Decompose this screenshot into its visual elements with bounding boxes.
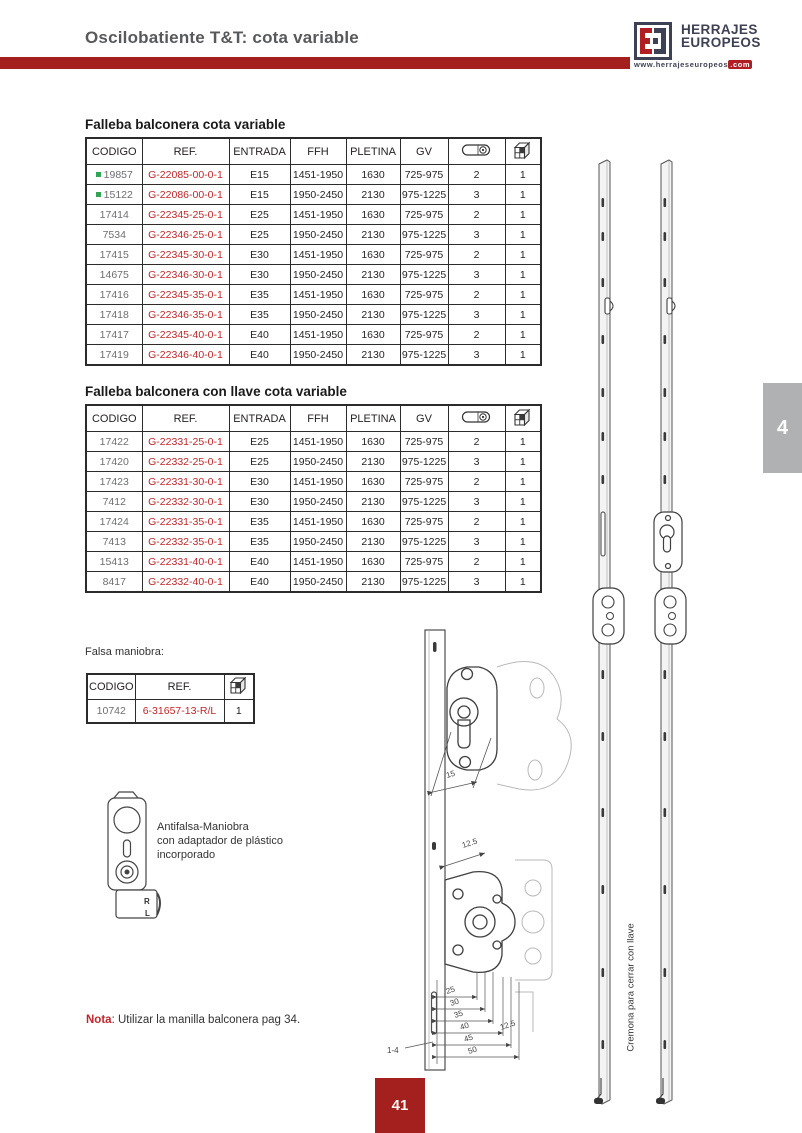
cell-entrada: E40: [229, 572, 290, 593]
cell-ref: G-22086-00-0-1: [142, 185, 229, 205]
header-codigo: CODIGO: [86, 405, 142, 432]
table-row: [86, 205, 541, 225]
cell-pack: 1: [505, 265, 541, 285]
cell-entrada: E30: [229, 265, 290, 285]
cell-codigo: 15413: [86, 552, 142, 572]
cell-pletina: 1630: [346, 472, 400, 492]
cell-pletina: 1630: [346, 165, 400, 185]
cell-ref: G-22345-40-0-1: [142, 325, 229, 345]
cell-ffh: 1451-1950: [290, 205, 346, 225]
cell-pack: 1: [505, 345, 541, 366]
cell-entrada: E25: [229, 205, 290, 225]
cell-pletina: 1630: [346, 512, 400, 532]
header-pletina: PLETINA: [346, 138, 400, 165]
cell-points: 3: [448, 345, 505, 366]
cell-ref: G-22332-40-0-1: [142, 572, 229, 593]
table-row: [86, 185, 541, 205]
cell-ref: G-22331-40-0-1: [142, 552, 229, 572]
cell-points: 3: [448, 452, 505, 472]
antifalsa-caption-line3: incorporado: [157, 849, 216, 861]
cell-entrada: E30: [229, 472, 290, 492]
dim-range-1-4: 1-4: [387, 1046, 399, 1055]
cell-codigo: 10742: [87, 700, 135, 724]
table-header-row: [87, 674, 254, 700]
header-package: [224, 674, 254, 700]
page-number-badge: 41: [375, 1078, 425, 1133]
cell-gv: 975-1225: [400, 572, 448, 593]
header-codigo: CODIGO: [87, 674, 135, 700]
cell-ref: G-22331-35-0-1: [142, 512, 229, 532]
cell-codigo: 17423: [86, 472, 142, 492]
cell-points: 2: [448, 552, 505, 572]
header-gv: GV: [400, 405, 448, 432]
cell-entrada: E35: [229, 305, 290, 325]
new-item-bullet: [96, 192, 101, 197]
cell-entrada: E35: [229, 532, 290, 552]
cell-ref: G-22332-35-0-1: [142, 532, 229, 552]
cell-gv: 975-1225: [400, 492, 448, 512]
cell-codigo: 17419: [86, 345, 142, 366]
cell-points: 3: [448, 185, 505, 205]
cell-ffh: 1451-1950: [290, 325, 346, 345]
cell-gv: 975-1225: [400, 305, 448, 325]
dim-30: 30: [448, 996, 461, 1008]
table-row: [86, 165, 541, 185]
cell-pack: 1: [505, 452, 541, 472]
cell-ffh: 1950-2450: [290, 452, 346, 472]
cell-entrada: E15: [229, 185, 290, 205]
dim-45: 45: [462, 1032, 475, 1044]
cremona-vertical-label: Cremona para cerrar con llave: [625, 923, 637, 1052]
logo-name-line2: EUROPEOS: [681, 35, 761, 50]
header-accent-bar: [0, 57, 630, 69]
cell-codigo: 7534: [86, 225, 142, 245]
table-row: [86, 245, 541, 265]
cell-ffh: 1950-2450: [290, 265, 346, 285]
cell-ffh: 1451-1950: [290, 165, 346, 185]
cell-ref: G-22332-30-0-1: [142, 492, 229, 512]
table-row: [86, 452, 541, 472]
falsa-maniobra-label: Falsa maniobra:: [85, 646, 164, 658]
falleba-section: [85, 117, 542, 366]
cell-points: 3: [448, 305, 505, 325]
header-ffh: FFH: [290, 405, 346, 432]
cell-points: 3: [448, 492, 505, 512]
header-entrada: ENTRADA: [229, 405, 290, 432]
logo-url: [634, 60, 752, 69]
cell-ffh: 1451-1950: [290, 432, 346, 452]
table-row: [86, 552, 541, 572]
dim-40: 40: [458, 1020, 471, 1032]
cell-pletina: 1630: [346, 285, 400, 305]
dim-25: 25: [444, 984, 457, 996]
adapter-l-label: L: [145, 909, 150, 918]
table-header-row: [86, 405, 541, 432]
table-row: [86, 432, 541, 452]
cell-pletina: 2130: [346, 305, 400, 325]
table-row: [86, 325, 541, 345]
table-header-row: [86, 138, 541, 165]
cell-pack: 1: [505, 512, 541, 532]
cell-codigo: 17418: [86, 305, 142, 325]
cell-pletina: 2130: [346, 185, 400, 205]
cell-pack: 1: [505, 285, 541, 305]
nota-label: Nota: [86, 1014, 112, 1026]
antifalsa-caption-line1: Antifalsa-Maniobra: [157, 821, 249, 833]
antifalsa-caption: [157, 820, 283, 862]
chapter-side-tab: 4: [763, 383, 802, 473]
header-ref: REF.: [135, 674, 224, 700]
cell-entrada: E35: [229, 512, 290, 532]
table-row: [86, 345, 541, 366]
cell-ref: G-22331-30-0-1: [142, 472, 229, 492]
cell-ffh: 1451-1950: [290, 512, 346, 532]
cell-pack: 1: [505, 552, 541, 572]
cell-pletina: 2130: [346, 532, 400, 552]
cell-pack: 1: [505, 432, 541, 452]
header-codigo: CODIGO: [86, 138, 142, 165]
cell-codigo: 17414: [86, 205, 142, 225]
falleba-llave-table: [85, 404, 542, 593]
table-row: [86, 225, 541, 245]
cell-codigo: 17416: [86, 285, 142, 305]
package-unit-icon: [513, 408, 532, 427]
page-title: Oscilobatiente T&T: cota variable: [85, 28, 359, 47]
cell-pack: 1: [505, 532, 541, 552]
cell-gv: 725-975: [400, 285, 448, 305]
falsa-maniobra-table: [86, 673, 255, 724]
cell-ffh: 1950-2450: [290, 492, 346, 512]
cell-points: 3: [448, 265, 505, 285]
locking-point-icon: [461, 410, 493, 424]
header-package: [505, 405, 541, 432]
cell-codigo: 17417: [86, 325, 142, 345]
cell-gv: 725-975: [400, 552, 448, 572]
cell-entrada: E40: [229, 552, 290, 572]
cell-codigo: 8417: [86, 572, 142, 593]
cell-ffh: 1950-2450: [290, 345, 346, 366]
cell-pletina: 2130: [346, 452, 400, 472]
cell-entrada: E25: [229, 452, 290, 472]
header-gv: GV: [400, 138, 448, 165]
cell-ref: G-22345-25-0-1: [142, 205, 229, 225]
table-row: [86, 492, 541, 512]
adapter-r-label: R: [144, 897, 150, 906]
cell-ref: G-22345-35-0-1: [142, 285, 229, 305]
cell-codigo: 19857: [86, 165, 142, 185]
cell-gv: 725-975: [400, 245, 448, 265]
cell-ref: 6-31657-13-R/L: [135, 700, 224, 724]
cell-entrada: E25: [229, 225, 290, 245]
cell-gv: 975-1225: [400, 185, 448, 205]
new-item-bullet: [96, 172, 101, 177]
table-row: [86, 472, 541, 492]
antifalsa-caption-line2: con adaptador de plástico: [157, 835, 283, 847]
cell-entrada: E15: [229, 165, 290, 185]
cell-codigo: 14675: [86, 265, 142, 285]
table-row: [86, 285, 541, 305]
cell-ffh: 1950-2450: [290, 305, 346, 325]
cell-pack: 1: [505, 572, 541, 593]
falleba-llave-table-title: Falleba balconera con llave cota variable: [85, 384, 347, 399]
cell-gv: 725-975: [400, 205, 448, 225]
cell-pack: 1: [505, 205, 541, 225]
table-row: [86, 512, 541, 532]
header-ref: REF.: [142, 405, 229, 432]
falleba-llave-section: [85, 384, 542, 593]
header-pletina: PLETINA: [346, 405, 400, 432]
header-locking-points: [448, 405, 505, 432]
cell-ffh: 1950-2450: [290, 185, 346, 205]
cell-gv: 975-1225: [400, 452, 448, 472]
cell-pack: 1: [505, 492, 541, 512]
cell-pletina: 1630: [346, 432, 400, 452]
table-row: [86, 532, 541, 552]
cell-codigo: 15122: [86, 185, 142, 205]
cell-codigo: 17424: [86, 512, 142, 532]
cell-entrada: E30: [229, 492, 290, 512]
cell-pack: 1: [505, 325, 541, 345]
package-unit-icon: [229, 676, 248, 695]
cell-ffh: 1451-1950: [290, 285, 346, 305]
cell-pletina: 2130: [346, 572, 400, 593]
cell-points: 2: [448, 512, 505, 532]
falleba-table: [85, 137, 542, 366]
cell-entrada: E30: [229, 245, 290, 265]
cell-entrada: E35: [229, 285, 290, 305]
cell-ref: G-22332-25-0-1: [142, 452, 229, 472]
espagnolette-rods-drawing: [580, 140, 710, 1120]
cell-ffh: 1950-2450: [290, 532, 346, 552]
cell-gv: 975-1225: [400, 532, 448, 552]
cell-pletina: 2130: [346, 225, 400, 245]
cell-pletina: 1630: [346, 245, 400, 265]
logo-name-line1: HERRAJES: [681, 22, 758, 37]
cell-ffh: 1950-2450: [290, 572, 346, 593]
cell-points: 2: [448, 325, 505, 345]
dim-12-5-bottom: 12.5: [498, 1018, 517, 1032]
cell-ffh: 1950-2450: [290, 225, 346, 245]
cell-ffh: 1451-1950: [290, 472, 346, 492]
locking-point-icon: [461, 143, 493, 157]
cell-ref: G-22346-30-0-1: [142, 265, 229, 285]
header-ffh: FFH: [290, 138, 346, 165]
dim-35: 35: [452, 1008, 465, 1020]
cell-gv: 975-1225: [400, 345, 448, 366]
cell-ref: G-22346-40-0-1: [142, 345, 229, 366]
cell-points: 3: [448, 532, 505, 552]
cell-entrada: E40: [229, 325, 290, 345]
header-locking-points: [448, 138, 505, 165]
cell-codigo: 7413: [86, 532, 142, 552]
cell-pletina: 2130: [346, 492, 400, 512]
cell-gv: 725-975: [400, 512, 448, 532]
cell-ref: G-22085-00-0-1: [142, 165, 229, 185]
package-unit-icon: [513, 141, 532, 160]
falsa-maniobra-section: [86, 668, 255, 724]
nota-line: [86, 1014, 300, 1026]
cell-pack: 1: [505, 225, 541, 245]
cell-points: 2: [448, 165, 505, 185]
cell-codigo: 17422: [86, 432, 142, 452]
table-row: [86, 305, 541, 325]
header-entrada: ENTRADA: [229, 138, 290, 165]
cell-codigo: 7412: [86, 492, 142, 512]
cell-ffh: 1451-1950: [290, 245, 346, 265]
cell-gv: 725-975: [400, 165, 448, 185]
logo-mark-icon: [634, 22, 672, 60]
cell-points: 2: [448, 245, 505, 265]
cell-ffh: 1451-1950: [290, 552, 346, 572]
cell-entrada: E40: [229, 345, 290, 366]
cell-points: 2: [448, 432, 505, 452]
dim-12-5-top: 12.5: [460, 836, 479, 850]
cell-pack: 1: [505, 472, 541, 492]
cell-ref: G-22346-25-0-1: [142, 225, 229, 245]
cell-pletina: 2130: [346, 265, 400, 285]
cell-pletina: 1630: [346, 552, 400, 572]
logo-url-com-badge: .com: [730, 60, 751, 69]
cell-pletina: 2130: [346, 345, 400, 366]
cell-pack: 1: [505, 165, 541, 185]
header-ref: REF.: [142, 138, 229, 165]
cell-ref: G-22346-35-0-1: [142, 305, 229, 325]
lock-mechanism-drawing: [385, 612, 595, 1082]
cell-entrada: E25: [229, 432, 290, 452]
header-package: [505, 138, 541, 165]
logo-url-prefix: www.herrajeseuropeos: [634, 60, 729, 69]
cell-pack: 1: [505, 185, 541, 205]
cell-points: 3: [448, 572, 505, 593]
cell-pack: 1: [505, 305, 541, 325]
cell-points: 2: [448, 472, 505, 492]
dim-50: 50: [466, 1044, 479, 1056]
cell-points: 2: [448, 205, 505, 225]
cell-pack: 1: [505, 245, 541, 265]
cell-codigo: 17420: [86, 452, 142, 472]
cell-gv: 725-975: [400, 432, 448, 452]
cell-gv: 975-1225: [400, 225, 448, 245]
cell-pletina: 1630: [346, 205, 400, 225]
cell-ref: G-22331-25-0-1: [142, 432, 229, 452]
table-row: [87, 700, 254, 724]
cell-gv: 725-975: [400, 325, 448, 345]
cell-pletina: 1630: [346, 325, 400, 345]
cell-pack: 1: [224, 700, 254, 724]
cell-points: 2: [448, 285, 505, 305]
table-row: [86, 265, 541, 285]
cell-points: 3: [448, 225, 505, 245]
cell-ref: G-22345-30-0-1: [142, 245, 229, 265]
cell-codigo: 17415: [86, 245, 142, 265]
nota-text: : Utilizar la manilla balconera pag 34.: [111, 1014, 301, 1026]
table-row: [86, 572, 541, 593]
cell-gv: 725-975: [400, 472, 448, 492]
cell-gv: 975-1225: [400, 265, 448, 285]
dim-15: 15: [445, 768, 457, 780]
falleba-table-title: Falleba balconera cota variable: [85, 117, 286, 132]
